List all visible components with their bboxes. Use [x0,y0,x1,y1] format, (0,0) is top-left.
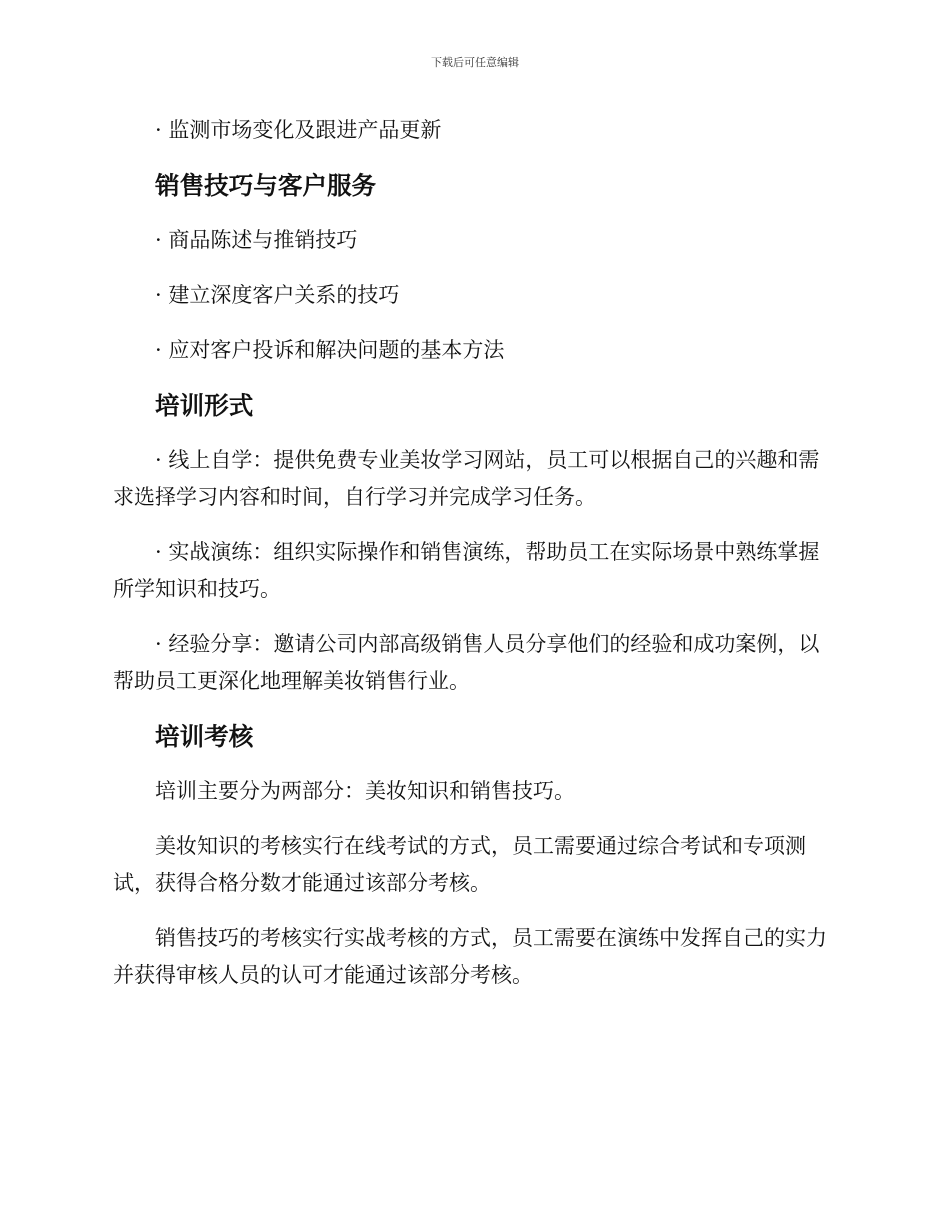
paragraph-practical-drills: · 实战演练：组织实际操作和销售演练，帮助员工在实际场景中熟练掌握所学知识和技巧。 [113,540,820,601]
paragraph-knowledge-assessment: 美妆知识的考核实行在线考试的方式，员工需要通过综合考试和专项测试，获得合格分数才能通过该部分考核。 [113,834,806,895]
section-heading-training-format: 培训形式 [155,391,254,420]
bullet-product-pitch: · 商品陈述与推销技巧 [155,228,358,252]
page-header: 下载后可任意编辑 [431,56,519,69]
paragraph-experience-sharing: · 经验分享：邀请公司内部高级销售人员分享他们的经验和成功案例，以帮助员工更深化地理解美妆销售行业。 [113,632,820,693]
paragraph-online-self-study: · 线上自学：提供免费专业美妆学习网站，员工可以根据自己的兴趣和需求选择学习内容和时间，自行学习并完成学习任务。 [113,448,820,509]
bullet-customer-relationship: · 建立深度客户关系的技巧 [155,283,400,307]
bullet-market-monitoring: · 监测市场变化及跟进产品更新 [155,118,442,142]
bullet-complaint-handling: · 应对客户投诉和解决问题的基本方法 [155,338,505,362]
paragraph-assessment-overview: 培训主要分为两部分：美妆知识和销售技巧。 [155,779,575,803]
document-body [113,112,831,1012]
paragraph-sales-assessment: 销售技巧的考核实行实战考核的方式，员工需要在演练中发挥自己的实力并获得审核人员的认可才能通过该部分考核。 [113,926,827,987]
section-heading-sales-skills: 销售技巧与客户服务 [155,171,377,200]
section-heading-training-assessment: 培训考核 [155,722,254,751]
